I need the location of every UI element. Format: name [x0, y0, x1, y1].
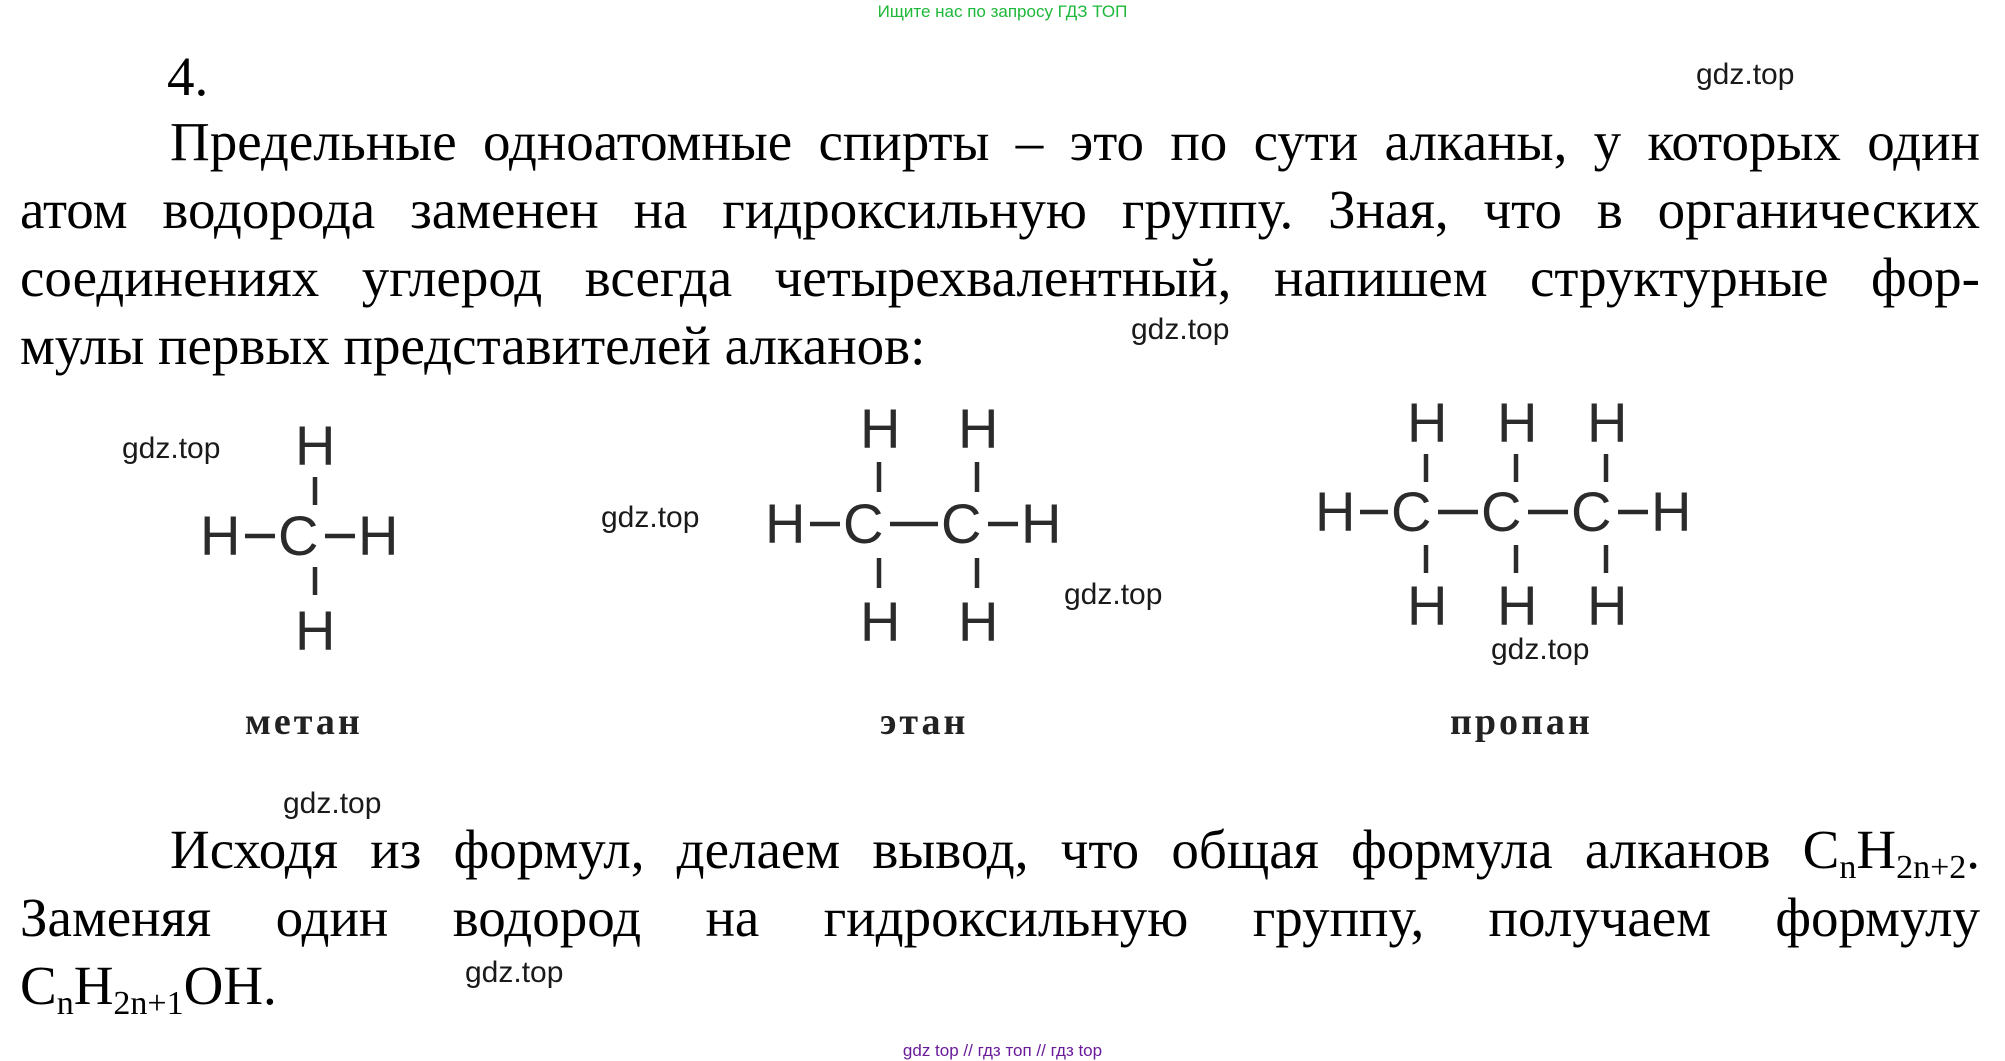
- atom-h: H: [1587, 391, 1628, 454]
- watermark: gdz.top: [1131, 313, 1230, 346]
- formula-h: H: [1856, 819, 1897, 880]
- bottom-banner: gdz top // гдз топ // гдз top: [902, 1041, 1103, 1060]
- atom-h: H: [860, 590, 901, 653]
- atom-h: H: [200, 504, 241, 567]
- intro-line-1: Предельные одноатомные спирты – это по сути алканы, у которых один: [170, 111, 1980, 172]
- atom-h: H: [295, 599, 336, 655]
- atom-h: H: [1315, 480, 1356, 543]
- atom-c: C: [843, 492, 884, 555]
- caption-ethane: этан: [880, 701, 969, 743]
- watermark: gdz.top: [1491, 633, 1590, 666]
- caption-methane: метан: [245, 701, 363, 743]
- propane-structure: [1305, 390, 1755, 650]
- atom-h: H: [1407, 574, 1448, 637]
- atom-h: H: [1497, 574, 1538, 637]
- ethane-structure: [755, 398, 1115, 658]
- intro-line-3: соединениях углерод всегда четырехвалентный, напишем структурные фор-: [20, 247, 1980, 308]
- watermark: gdz.top: [1696, 58, 1795, 91]
- caption-propane: пропан: [1450, 701, 1593, 743]
- watermark: gdz.top: [283, 787, 382, 820]
- atom-h: H: [295, 414, 336, 477]
- conclusion-line-1: [170, 816, 1980, 884]
- watermark: gdz.top: [122, 432, 221, 465]
- atom-c: C: [1391, 480, 1432, 543]
- period: .: [1966, 819, 1980, 880]
- top-banner: Ищите нас по запросу ГДЗ ТОП: [877, 2, 1128, 21]
- atom-h: H: [1651, 480, 1692, 543]
- formula-c: C: [20, 955, 57, 1016]
- atom-h: H: [1587, 574, 1628, 637]
- atom-c: C: [278, 504, 319, 567]
- formula-oh: OH.: [183, 955, 277, 1016]
- atom-h: H: [1407, 391, 1448, 454]
- atom-h: H: [1021, 492, 1062, 555]
- methane-structure: [190, 405, 450, 655]
- atom-h: H: [358, 504, 399, 567]
- subscript-n: n: [1839, 849, 1857, 886]
- intro-line-2: атом водорода заменен на гидроксильную группу. Зная, что в органических: [20, 179, 1980, 240]
- subscript-2n1: 2n+1: [113, 985, 184, 1022]
- formula-h: H: [73, 955, 114, 1016]
- atom-c: C: [941, 492, 982, 555]
- atom-h: H: [765, 492, 806, 555]
- atom-c: C: [1481, 480, 1522, 543]
- atom-h: H: [860, 398, 901, 460]
- conclusion-text: Исходя из формул, делаем вывод, что общая формула алканов C: [170, 819, 1840, 880]
- subscript-2n2: 2n+2: [1896, 849, 1967, 886]
- atom-h: H: [1497, 391, 1538, 454]
- task-number: 4.: [167, 46, 209, 107]
- atom-c: C: [1571, 480, 1612, 543]
- atom-h: H: [958, 590, 999, 653]
- conclusion-line-2: Заменяя один водород на гидроксильную группу, получаем формулу: [20, 887, 1980, 948]
- watermark: gdz.top: [1064, 578, 1163, 611]
- watermark: gdz.top: [465, 956, 564, 989]
- watermark: gdz.top: [601, 501, 700, 534]
- atom-h: H: [958, 398, 999, 460]
- conclusion-line-3: [20, 952, 1980, 1020]
- subscript-n: n: [56, 985, 74, 1022]
- intro-line-4: мулы первых представителей алканов:: [20, 315, 926, 376]
